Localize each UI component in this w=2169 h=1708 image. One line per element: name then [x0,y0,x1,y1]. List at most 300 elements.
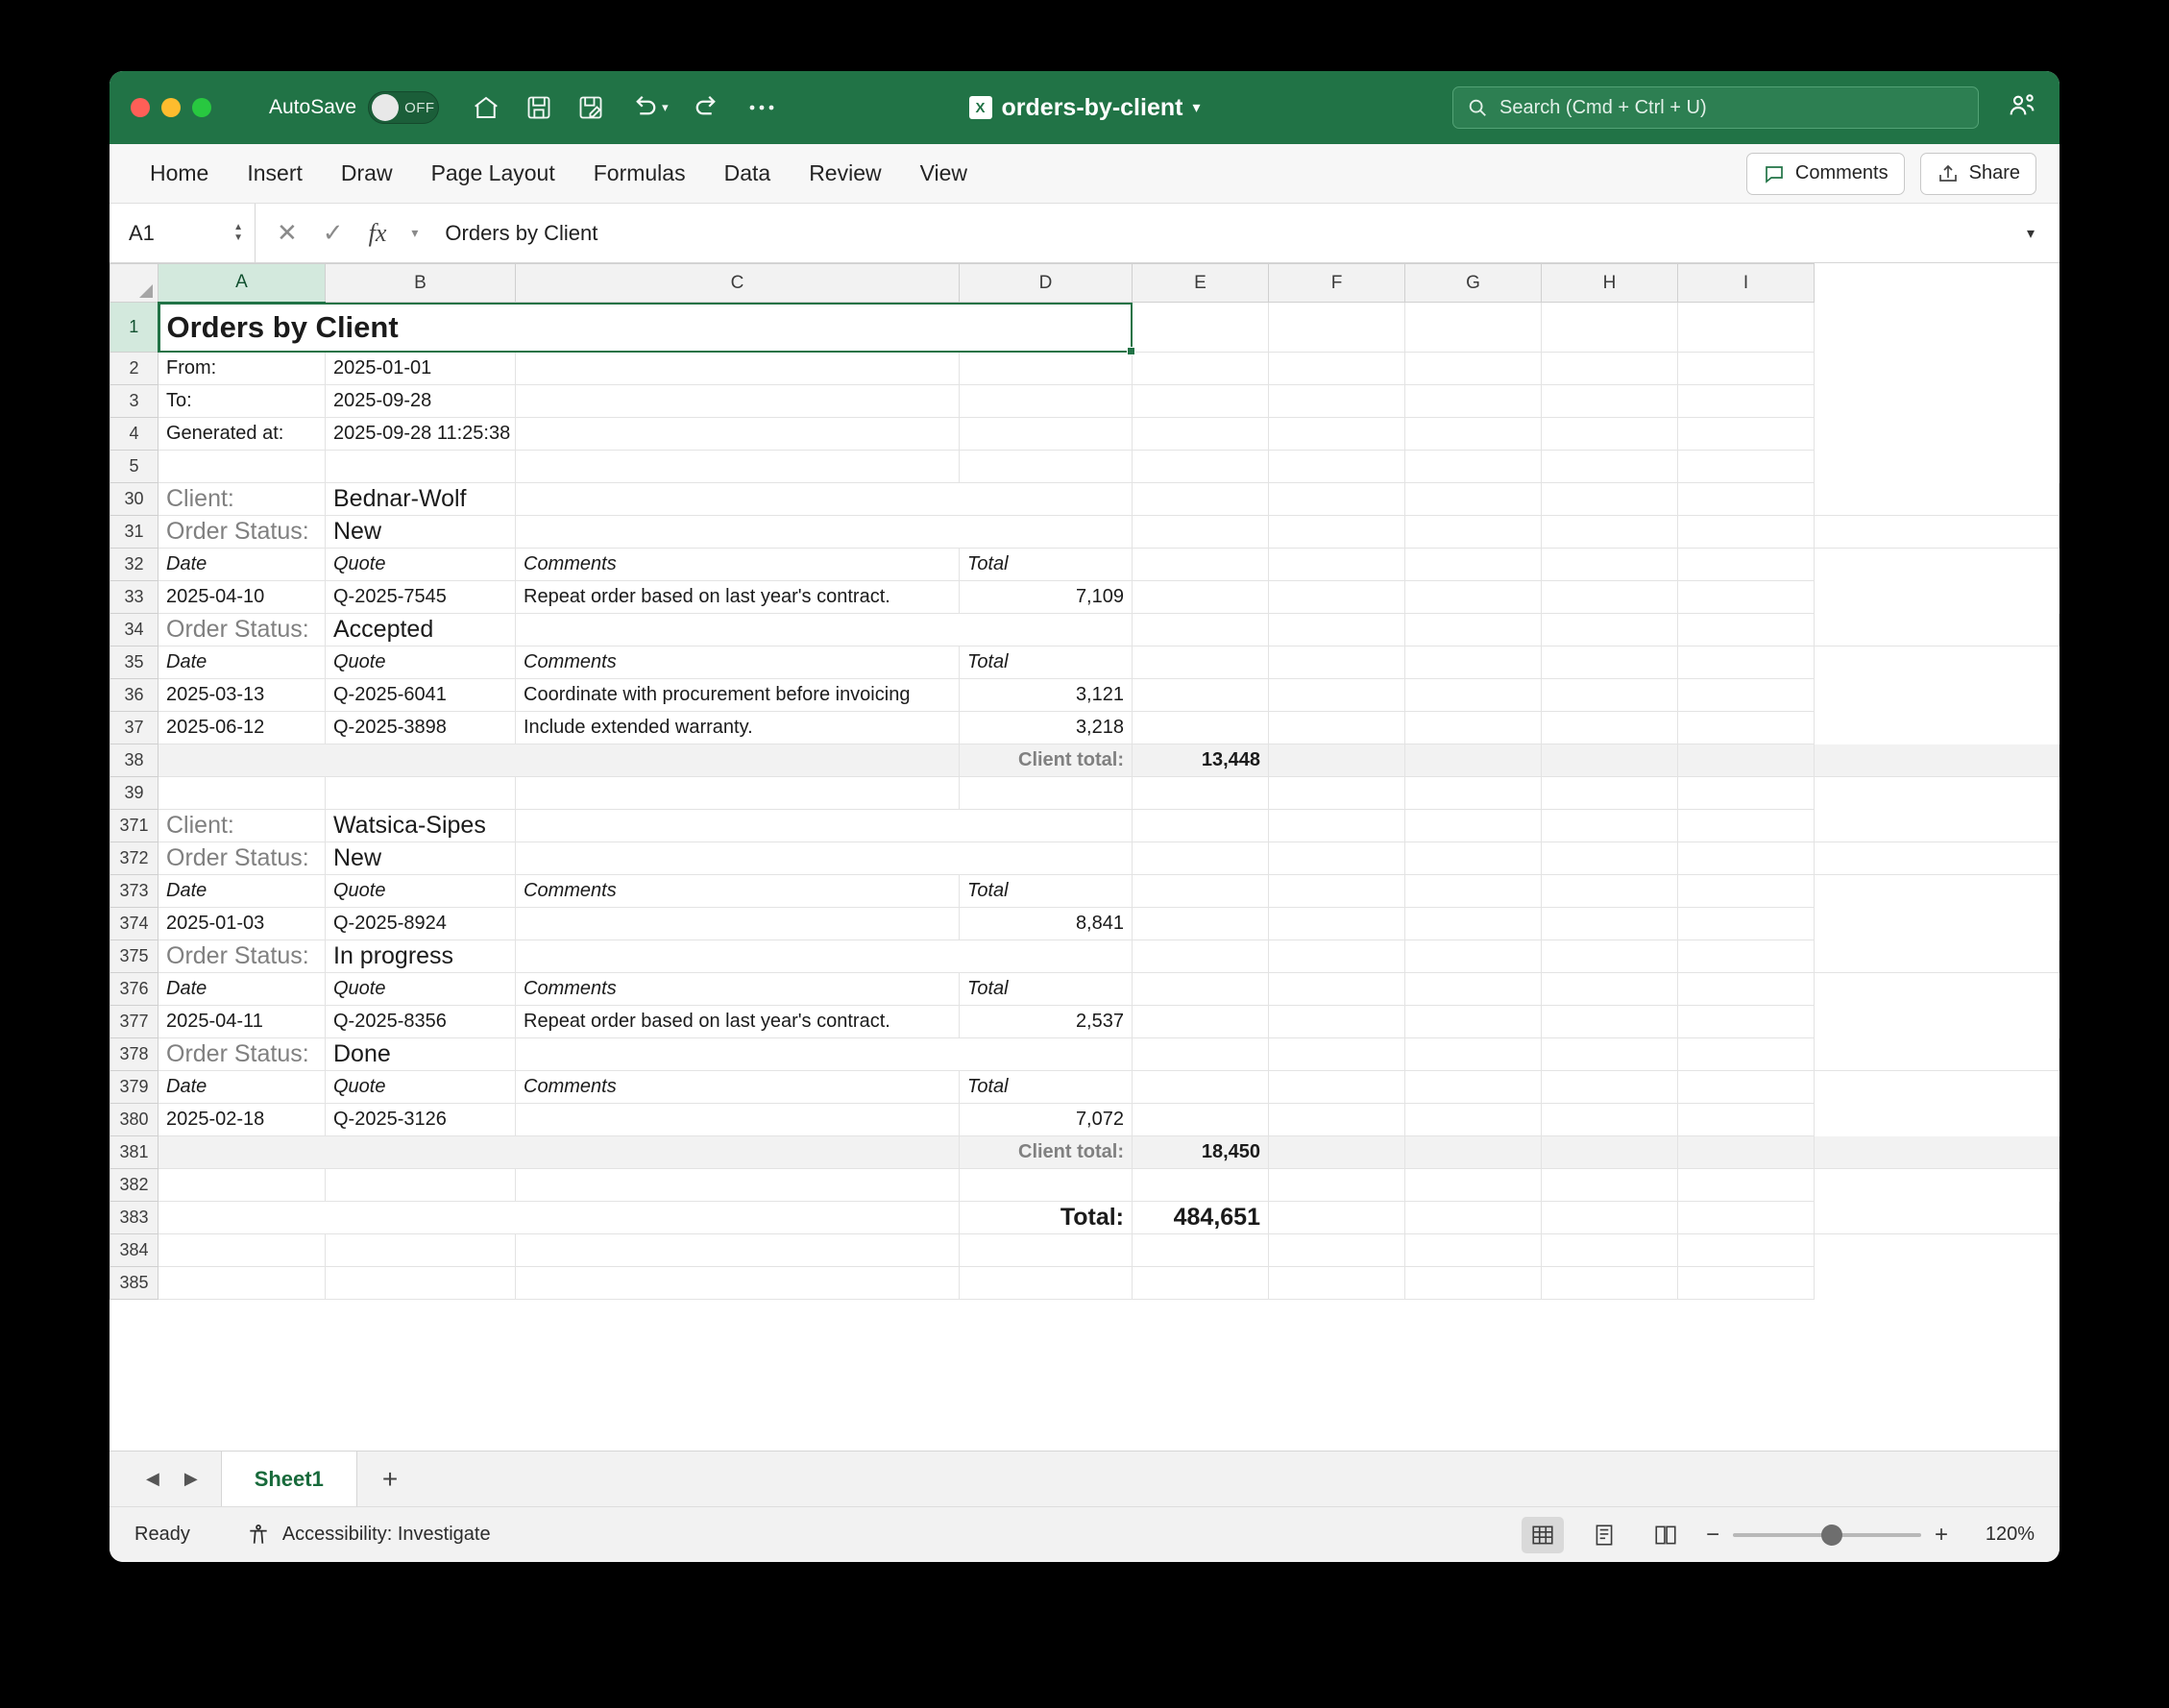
cell-I2[interactable] [1678,353,1815,385]
cell-C371[interactable] [516,810,1133,842]
cell-D372[interactable] [1133,842,1269,875]
cell-F382[interactable] [1269,1169,1405,1202]
cell-C35[interactable]: Comments [516,647,960,679]
grid-row[interactable] [110,516,2059,549]
cell-E31[interactable] [1269,516,1405,549]
grid-row[interactable] [110,1006,2059,1038]
cell-H5[interactable] [1542,451,1678,483]
grid-row[interactable] [110,418,2059,451]
cell-A5[interactable] [158,451,326,483]
cell-G382[interactable] [1405,1169,1542,1202]
row-header-2[interactable]: 2 [110,353,158,385]
cell-D376[interactable]: Total [960,973,1133,1006]
cell-A376[interactable]: Date [158,973,326,1006]
name-box[interactable] [110,204,256,263]
cell-F383[interactable] [1405,1202,1542,1234]
cell-G36[interactable] [1405,679,1542,712]
cell-H3[interactable] [1542,385,1678,418]
cell-D380[interactable]: 7,072 [960,1104,1133,1136]
add-sheet-button[interactable]: + [381,1463,399,1494]
cell-G35[interactable] [1405,647,1542,679]
row-header-39[interactable]: 39 [110,777,158,810]
grid-row[interactable] [110,875,2059,908]
cell-D38[interactable]: 13,448 [1133,744,1269,777]
cell-F30[interactable] [1405,483,1542,516]
undo-icon[interactable]: ▾ [629,93,669,122]
grid-row[interactable] [110,1202,2059,1234]
grid-row[interactable] [110,1234,2059,1267]
tab-view[interactable]: View [919,160,968,185]
cell-E3[interactable] [1133,385,1269,418]
cell-I34[interactable] [1815,614,2059,647]
cell-I374[interactable] [1678,908,1815,940]
save-icon[interactable] [525,94,552,121]
cell-C38[interactable]: Client total: [960,744,1133,777]
cell-A385[interactable] [158,1267,326,1300]
cell-D373[interactable]: Total [960,875,1133,908]
cell-A381[interactable] [158,1136,960,1169]
cell-G2[interactable] [1405,353,1542,385]
cell-G30[interactable] [1542,483,1678,516]
formula-chevron-icon[interactable]: ▾ [411,225,419,240]
cell-B378[interactable]: Done [326,1038,516,1071]
cell-G34[interactable] [1542,614,1678,647]
autosave-control[interactable] [269,91,439,124]
cell-E378[interactable] [1269,1038,1405,1071]
cell-I378[interactable] [1815,1038,2059,1071]
cell-F31[interactable] [1405,516,1542,549]
cell-G383[interactable] [1542,1202,1678,1234]
page-break-view-button[interactable] [1645,1517,1687,1553]
grid-row[interactable] [110,303,2059,353]
cell-E372[interactable] [1269,842,1405,875]
more-icon[interactable] [747,102,776,113]
next-sheet-icon[interactable]: ▶ [183,1469,198,1488]
cell-I3[interactable] [1678,385,1815,418]
cell-A1[interactable]: Orders by Client [158,303,1133,353]
cell-A380[interactable]: 2025-02-18 [158,1104,326,1136]
cell-G373[interactable] [1405,875,1542,908]
window-controls[interactable] [131,98,211,117]
chevron-down-icon[interactable]: ▾ [1192,100,1201,116]
cell-B373[interactable]: Quote [326,875,516,908]
grid-row[interactable] [110,581,2059,614]
cell-E382[interactable] [1133,1169,1269,1202]
cell-I377[interactable] [1678,1006,1815,1038]
cell-D32[interactable]: Total [960,549,1133,581]
cell-G374[interactable] [1405,908,1542,940]
row-header-374[interactable]: 374 [110,908,158,940]
cell-G31[interactable] [1542,516,1678,549]
cell-H32[interactable] [1542,549,1678,581]
cell-A32[interactable]: Date [158,549,326,581]
cell-F3[interactable] [1269,385,1405,418]
cell-B374[interactable]: Q-2025-8924 [326,908,516,940]
cell-B372[interactable]: New [326,842,516,875]
close-window-button[interactable] [131,98,150,117]
cell-I37[interactable] [1678,712,1815,744]
cell-E2[interactable] [1133,353,1269,385]
cell-D382[interactable] [960,1169,1133,1202]
grid-row[interactable] [110,679,2059,712]
insert-function-icon[interactable]: fx [368,218,387,247]
zoom-out-button[interactable]: − [1705,1521,1719,1548]
cell-A384[interactable] [158,1234,326,1267]
zoom-slider[interactable] [1706,1522,1948,1549]
cell-I31[interactable] [1815,516,2059,549]
cell-D37[interactable]: 3,218 [960,712,1133,744]
cell-H374[interactable] [1542,908,1678,940]
cell-D5[interactable] [960,451,1133,483]
column-header-f[interactable]: F [1269,264,1405,303]
cell-I32[interactable] [1678,549,1815,581]
tab-home[interactable]: Home [150,160,209,185]
cell-B4[interactable]: 2025-09-28 11:25:38 [326,418,516,451]
cell-C372[interactable] [516,842,1133,875]
share-people-icon[interactable] [2006,90,2038,126]
cell-A371[interactable]: Client: [158,810,326,842]
cell-B371[interactable]: Watsica-Sipes [326,810,516,842]
cell-C384[interactable] [516,1234,960,1267]
grid-row[interactable] [110,549,2059,581]
grid-row[interactable] [110,810,2059,842]
row-header-38[interactable]: 38 [110,744,158,777]
zoom-slider-track[interactable] [1733,1533,1921,1537]
cell-F372[interactable] [1405,842,1542,875]
column-header-b[interactable]: B [326,264,516,303]
cell-C377[interactable]: Repeat order based on last year's contract. [516,1006,960,1038]
row-header-373[interactable]: 373 [110,875,158,908]
redo-icon[interactable] [694,93,722,122]
cell-B33[interactable]: Q-2025-7545 [326,581,516,614]
cell-H4[interactable] [1542,418,1678,451]
cell-D3[interactable] [960,385,1133,418]
cell-F4[interactable] [1269,418,1405,451]
cell-B384[interactable] [326,1234,516,1267]
cell-F34[interactable] [1405,614,1542,647]
cell-H38[interactable] [1678,744,1815,777]
cell-A33[interactable]: 2025-04-10 [158,581,326,614]
tab-data[interactable]: Data [723,160,771,185]
home-icon[interactable] [472,93,500,122]
cell-B39[interactable] [326,777,516,810]
save-as-icon[interactable] [577,94,604,121]
select-all-corner[interactable] [110,264,158,303]
cell-D377[interactable]: 2,537 [960,1006,1133,1038]
row-header-32[interactable]: 32 [110,549,158,581]
cell-E39[interactable] [1133,777,1269,810]
cell-D375[interactable] [1133,940,1269,973]
cell-D378[interactable] [1133,1038,1269,1071]
cell-B35[interactable]: Quote [326,647,516,679]
cell-I383[interactable] [1815,1202,2059,1234]
tab-formulas[interactable]: Formulas [593,160,686,185]
cell-D33[interactable]: 7,109 [960,581,1133,614]
cell-B36[interactable]: Q-2025-6041 [326,679,516,712]
cell-A2[interactable]: From: [158,353,326,385]
search-input[interactable] [1452,86,1979,129]
cell-F5[interactable] [1269,451,1405,483]
cell-F379[interactable] [1269,1071,1405,1104]
cell-H2[interactable] [1542,353,1678,385]
cell-H36[interactable] [1542,679,1678,712]
cell-A377[interactable]: 2025-04-11 [158,1006,326,1038]
cell-E381[interactable] [1269,1136,1405,1169]
cell-H381[interactable] [1678,1136,1815,1169]
cell-D374[interactable]: 8,841 [960,908,1133,940]
cell-A30[interactable]: Client: [158,483,326,516]
grid-row[interactable] [110,647,2059,679]
column-header-h[interactable]: H [1542,264,1678,303]
row-header-35[interactable]: 35 [110,647,158,679]
cell-E379[interactable] [1133,1071,1269,1104]
cell-D383[interactable]: 484,651 [1133,1202,1269,1234]
cell-I4[interactable] [1678,418,1815,451]
grid-row[interactable] [110,1038,2059,1071]
cell-D381[interactable]: 18,450 [1133,1136,1269,1169]
cell-B30[interactable]: Bednar-Wolf [326,483,516,516]
cell-H35[interactable] [1542,647,1678,679]
cell-G376[interactable] [1405,973,1542,1006]
cell-I376[interactable] [1678,973,1815,1006]
cell-H30[interactable] [1678,483,1815,516]
accessibility-status[interactable] [246,1523,491,1548]
cell-A373[interactable]: Date [158,875,326,908]
cell-I373[interactable] [1678,875,1815,908]
cell-B5[interactable] [326,451,516,483]
cell-F378[interactable] [1405,1038,1542,1071]
cell-H380[interactable] [1542,1104,1678,1136]
cell-A374[interactable]: 2025-01-03 [158,908,326,940]
cell-C30[interactable] [516,483,1133,516]
cell-C381[interactable]: Client total: [960,1136,1133,1169]
cell-A378[interactable]: Order Status: [158,1038,326,1071]
row-header-4[interactable]: 4 [110,418,158,451]
maximize-window-button[interactable] [192,98,211,117]
cell-H385[interactable] [1542,1267,1678,1300]
cell-F385[interactable] [1269,1267,1405,1300]
cell-B385[interactable] [326,1267,516,1300]
cell-D379[interactable]: Total [960,1071,1133,1104]
cell-B37[interactable]: Q-2025-3898 [326,712,516,744]
cell-D385[interactable] [960,1267,1133,1300]
page-layout-view-button[interactable] [1583,1517,1625,1553]
grid-row[interactable] [110,353,2059,385]
grid-row[interactable] [110,1136,2059,1169]
zoom-slider-knob[interactable] [1821,1525,1842,1546]
cell-C373[interactable]: Comments [516,875,960,908]
cell-A382[interactable] [158,1169,326,1202]
row-header-385[interactable]: 385 [110,1267,158,1300]
cell-A35[interactable]: Date [158,647,326,679]
cell-E383[interactable] [1269,1202,1405,1234]
cell-B32[interactable]: Quote [326,549,516,581]
cell-E37[interactable] [1133,712,1269,744]
cell-C375[interactable] [516,940,1133,973]
cell-H382[interactable] [1542,1169,1678,1202]
cell-A38[interactable] [158,744,960,777]
grid-row[interactable] [110,1104,2059,1136]
cell-B34[interactable]: Accepted [326,614,516,647]
cell-E33[interactable] [1133,581,1269,614]
row-header-30[interactable]: 30 [110,483,158,516]
cell-B382[interactable] [326,1169,516,1202]
grid-row[interactable] [110,614,2059,647]
cell-D36[interactable]: 3,121 [960,679,1133,712]
cell-H372[interactable] [1678,842,1815,875]
grid-row[interactable] [110,1169,2059,1202]
cell-H378[interactable] [1678,1038,1815,1071]
row-header-5[interactable]: 5 [110,451,158,483]
cell-H373[interactable] [1542,875,1678,908]
cell-G385[interactable] [1405,1267,1542,1300]
cell-I39[interactable] [1678,777,1815,810]
cell-E1[interactable] [1133,303,1269,353]
cell-C379[interactable]: Comments [516,1071,960,1104]
cell-I380[interactable] [1678,1104,1815,1136]
cell-H31[interactable] [1678,516,1815,549]
column-header-d[interactable]: D [960,264,1133,303]
cell-H39[interactable] [1542,777,1678,810]
cell-C39[interactable] [516,777,960,810]
column-header-i[interactable]: I [1678,264,1815,303]
grid-row[interactable] [110,973,2059,1006]
cell-G32[interactable] [1405,549,1542,581]
cell-A36[interactable]: 2025-03-13 [158,679,326,712]
cell-G372[interactable] [1542,842,1678,875]
cell-C37[interactable]: Include extended warranty. [516,712,960,744]
row-header-380[interactable]: 380 [110,1104,158,1136]
cell-E32[interactable] [1133,549,1269,581]
cell-B31[interactable]: New [326,516,516,549]
share-button[interactable] [1920,153,2036,195]
cell-F33[interactable] [1269,581,1405,614]
cancel-formula-icon[interactable]: ✕ [277,218,298,247]
expand-formula-bar-icon[interactable]: ▾ [2026,225,2035,242]
cell-I379[interactable] [1678,1071,1815,1104]
cell-E373[interactable] [1133,875,1269,908]
cell-A34[interactable]: Order Status: [158,614,326,647]
grid-row[interactable] [110,777,2059,810]
cell-B3[interactable]: 2025-09-28 [326,385,516,418]
tab-page-layout[interactable]: Page Layout [430,160,555,185]
cell-H377[interactable] [1542,1006,1678,1038]
cell-G3[interactable] [1405,385,1542,418]
column-header-c[interactable]: C [516,264,960,303]
cell-A39[interactable] [158,777,326,810]
cell-F38[interactable] [1405,744,1542,777]
cell-I35[interactable] [1678,647,1815,679]
cell-E374[interactable] [1133,908,1269,940]
sheet-tab-sheet1[interactable]: Sheet1 [221,1452,357,1506]
zoom-level-label[interactable]: 120% [1985,1524,2035,1545]
column-header-g[interactable]: G [1405,264,1542,303]
cell-I384[interactable] [1678,1234,1815,1267]
cell-B380[interactable]: Q-2025-3126 [326,1104,516,1136]
cell-C33[interactable]: Repeat order based on last year's contract. [516,581,960,614]
cell-A379[interactable]: Date [158,1071,326,1104]
cell-E385[interactable] [1133,1267,1269,1300]
cell-H34[interactable] [1678,614,1815,647]
cell-G1[interactable] [1405,303,1542,353]
cell-C5[interactable] [516,451,960,483]
cell-E34[interactable] [1269,614,1405,647]
cell-E4[interactable] [1133,418,1269,451]
cell-H371[interactable] [1678,810,1815,842]
row-header-34[interactable]: 34 [110,614,158,647]
cell-F371[interactable] [1405,810,1542,842]
column-header-e[interactable]: E [1133,264,1269,303]
cell-A3[interactable]: To: [158,385,326,418]
tab-review[interactable]: Review [809,160,882,185]
cell-D35[interactable]: Total [960,647,1133,679]
cell-C382[interactable] [516,1169,960,1202]
grid-row[interactable] [110,940,2059,973]
cell-G371[interactable] [1542,810,1678,842]
cell-E377[interactable] [1133,1006,1269,1038]
cell-H384[interactable] [1542,1234,1678,1267]
cell-D371[interactable] [1133,810,1269,842]
cell-D31[interactable] [1133,516,1269,549]
row-header-33[interactable]: 33 [110,581,158,614]
normal-view-button[interactable] [1522,1517,1564,1553]
cell-F32[interactable] [1269,549,1405,581]
cell-A372[interactable]: Order Status: [158,842,326,875]
row-header-377[interactable]: 377 [110,1006,158,1038]
cell-A37[interactable]: 2025-06-12 [158,712,326,744]
cell-F39[interactable] [1269,777,1405,810]
cell-D30[interactable] [1133,483,1269,516]
cell-G4[interactable] [1405,418,1542,451]
grid-row[interactable] [110,1267,2059,1300]
row-header-36[interactable]: 36 [110,679,158,712]
spreadsheet-grid[interactable] [110,263,2059,1451]
row-header-37[interactable]: 37 [110,712,158,744]
cell-E371[interactable] [1269,810,1405,842]
cell-I375[interactable] [1815,940,2059,973]
cell-C374[interactable] [516,908,960,940]
cell-G38[interactable] [1542,744,1678,777]
cell-B376[interactable]: Quote [326,973,516,1006]
cell-E36[interactable] [1133,679,1269,712]
cell-C32[interactable]: Comments [516,549,960,581]
cell-D34[interactable] [1133,614,1269,647]
grid-row[interactable] [110,842,2059,875]
cell-E376[interactable] [1133,973,1269,1006]
grid-row[interactable] [110,908,2059,940]
cell-F2[interactable] [1269,353,1405,385]
cell-I33[interactable] [1678,581,1815,614]
cell-H33[interactable] [1542,581,1678,614]
cell-C385[interactable] [516,1267,960,1300]
cell-F374[interactable] [1269,908,1405,940]
cell-E384[interactable] [1133,1234,1269,1267]
row-header-383[interactable]: 383 [110,1202,158,1234]
cell-I372[interactable] [1815,842,2059,875]
cell-F36[interactable] [1269,679,1405,712]
row-header-384[interactable]: 384 [110,1234,158,1267]
cell-C378[interactable] [516,1038,1133,1071]
cell-E30[interactable] [1269,483,1405,516]
comments-button[interactable] [1746,153,1905,195]
row-header-1[interactable]: 1 [110,303,158,353]
cell-H37[interactable] [1542,712,1678,744]
cell-C34[interactable] [516,614,1133,647]
cell-E38[interactable] [1269,744,1405,777]
cell-F381[interactable] [1405,1136,1542,1169]
cell-D4[interactable] [960,418,1133,451]
cell-C2[interactable] [516,353,960,385]
